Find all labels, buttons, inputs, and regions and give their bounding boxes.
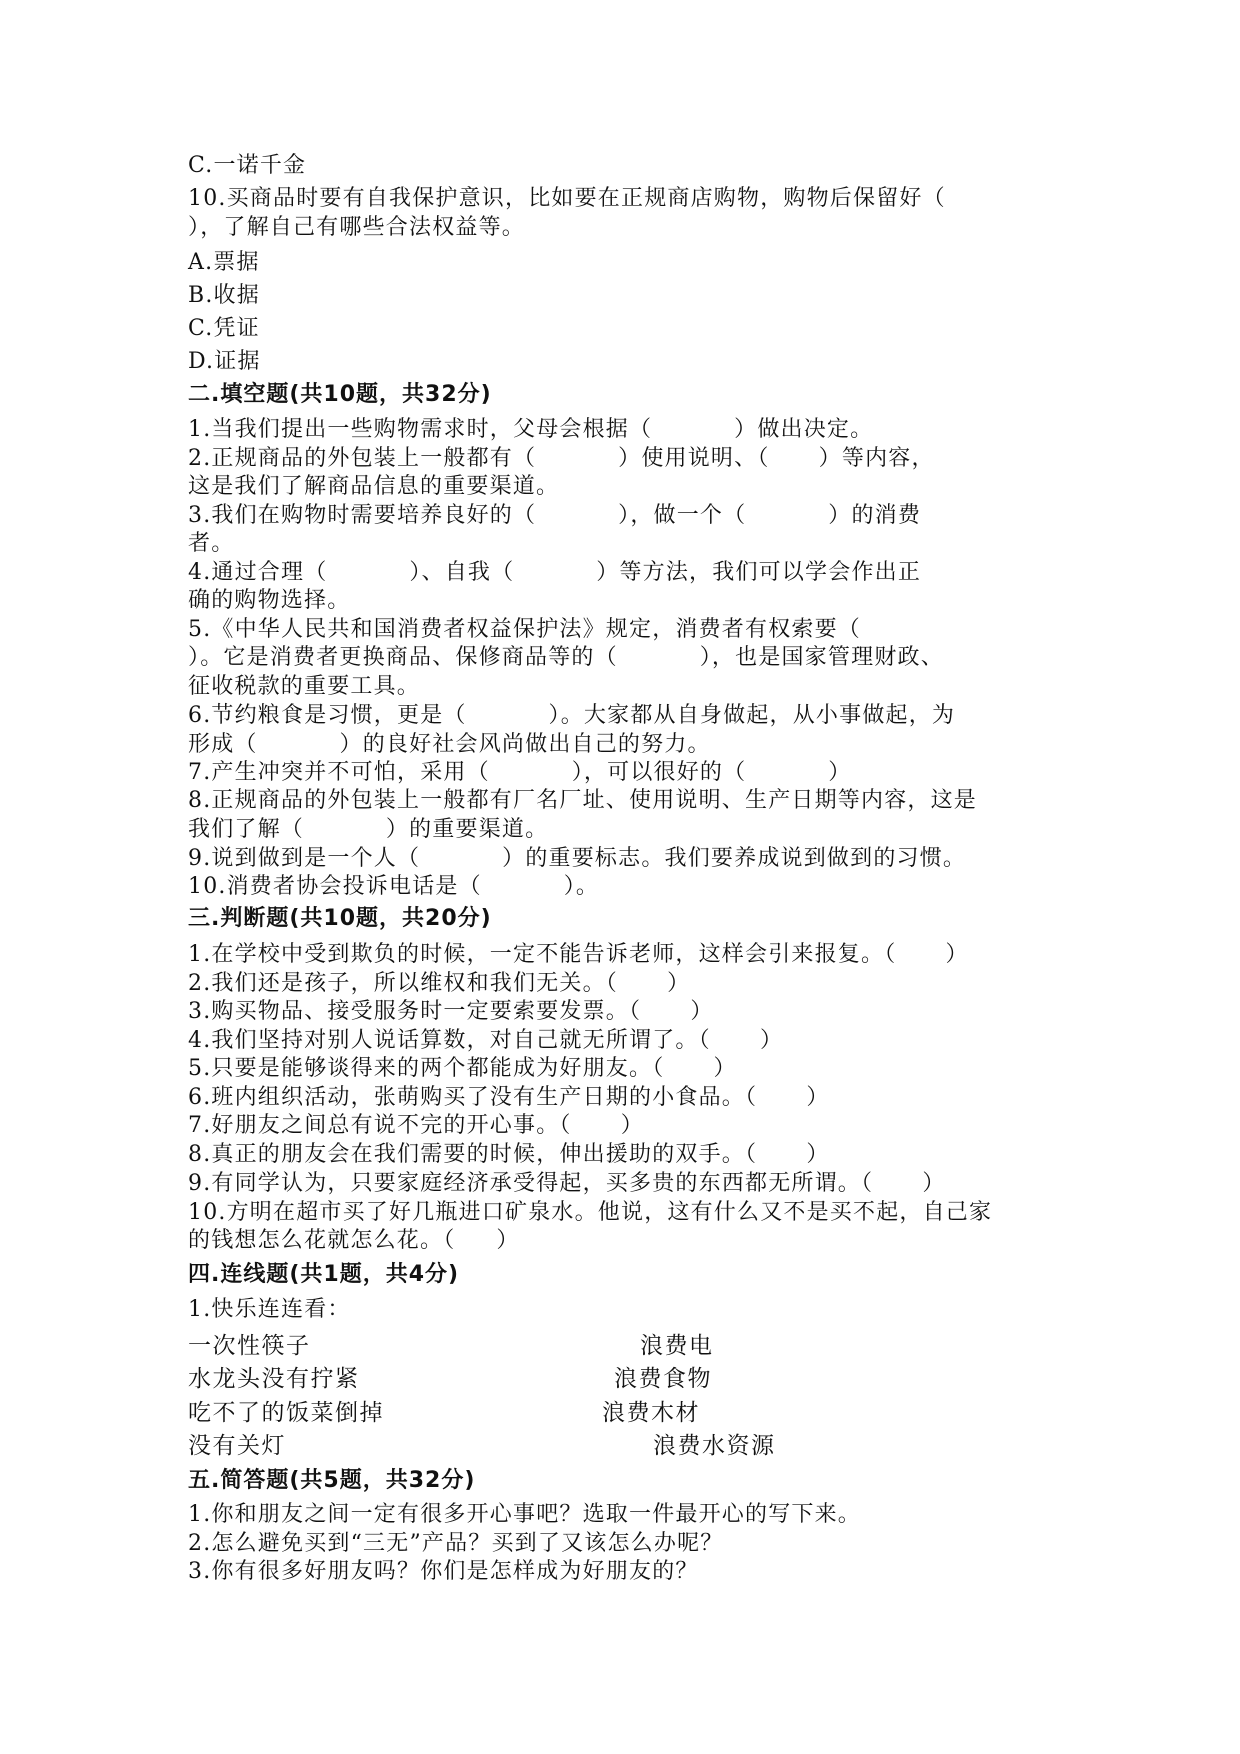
question-line: 征收税款的重要工具。 — [188, 674, 421, 699]
question-line: 10.方明在超市买了好几瓶进口矿泉水。他说，这有什么又不是买不起，自己家 — [188, 1200, 993, 1225]
question-line: 确的购物选择。 — [188, 588, 351, 613]
section-heading-true-false: 三.判断题(共10题，共20分) — [188, 906, 492, 931]
question-line: 者。 — [188, 531, 235, 556]
question-line: 7.好朋友之间总有说不完的开心事。（ ） — [188, 1113, 644, 1138]
matching-right-item: 浪费电 — [640, 1333, 714, 1359]
question-line: 1.当我们提出一些购物需求时，父母会根据（ ）做出决定。 — [188, 417, 874, 442]
question-line: 1.快乐连连看： — [188, 1297, 351, 1322]
question-line: 3.我们在购物时需要培养良好的（ ），做一个（ ）的消费 — [188, 503, 922, 528]
option-line: C.凭证 — [188, 316, 260, 341]
question-line: 3.你有很多好朋友吗？你们是怎样成为好朋友的？ — [188, 1559, 699, 1584]
question-line: 8.真正的朋友会在我们需要的时候，伸出援助的双手。（ ） — [188, 1142, 830, 1167]
question-line: 7.产生冲突并不可怕，采用（ ），可以很好的（ ） — [188, 760, 852, 785]
matching-left-item: 没有关灯 — [188, 1433, 286, 1459]
option-line: B.收据 — [188, 283, 260, 308]
matching-right-item: 浪费食物 — [614, 1366, 712, 1392]
section-heading-short-answer: 五.简答题(共5题，共32分) — [188, 1468, 476, 1493]
question-line: 4.通过合理（ ）、自我（ ）等方法，我们可以学会作出正 — [188, 560, 922, 585]
matching-left-item: 吃不了的饭菜倒掉 — [188, 1400, 384, 1426]
question-line: 4.我们坚持对别人说话算数，对自己就无所谓了。（ ） — [188, 1028, 784, 1053]
section-heading-matching: 四.连线题(共1题，共4分) — [188, 1262, 460, 1287]
matching-left-item: 水龙头没有拧紧 — [188, 1366, 360, 1392]
question-line: 5.只要是能够谈得来的两个都能成为好朋友。（ ） — [188, 1056, 737, 1081]
question-line: 10.买商品时要有自我保护意识，比如要在正规商店购物，购物后保留好（ — [188, 186, 946, 211]
question-line: 9.说到做到是一个人（ ）的重要标志。我们要养成说到做到的习惯。 — [188, 846, 967, 871]
question-line: 6.班内组织活动，张萌购买了没有生产日期的小食品。（ ） — [188, 1085, 830, 1110]
question-line: 1.你和朋友之间一定有很多开心事吧？选取一件最开心的写下来。 — [188, 1502, 861, 1527]
question-line: 我们了解（ ）的重要渠道。 — [188, 817, 549, 842]
question-line: 2.怎么避免买到“三无”产品？买到了又该怎么办呢？ — [188, 1531, 724, 1556]
section-heading-fill-blank: 二.填空题(共10题，共32分) — [188, 382, 492, 407]
question-line: 6.节约粮食是习惯，更是（ ）。大家都从自身做起，从小事做起，为 — [188, 703, 956, 728]
option-line: C.一诺千金 — [188, 153, 307, 178]
question-line: 1.在学校中受到欺负的时候，一定不能告诉老师，这样会引来报复。（ ） — [188, 942, 969, 967]
question-line: 形成（ ）的良好社会风尚做出自己的努力。 — [188, 732, 711, 757]
question-line: 的钱想怎么花就怎么花。（ ） — [188, 1228, 520, 1253]
question-line: 8.正规商品的外包装上一般都有厂名厂址、使用说明、生产日期等内容，这是 — [188, 788, 977, 813]
question-line: 9.有同学认为，只要家庭经济承受得起，买多贵的东西都无所谓。（ ） — [188, 1171, 946, 1196]
matching-right-item: 浪费木材 — [602, 1400, 700, 1426]
question-line: 5.《中华人民共和国消费者权益保护法》规定，消费者有权索要（ — [188, 617, 861, 642]
option-line: A.票据 — [188, 250, 260, 275]
question-line: 10.消费者协会投诉电话是（ ）。 — [188, 874, 600, 899]
question-line: 这是我们了解商品信息的重要渠道。 — [188, 474, 560, 499]
option-line: D.证据 — [188, 349, 261, 374]
question-line: 2.正规商品的外包装上一般都有（ ）使用说明、（ ）等内容， — [188, 446, 935, 471]
question-line: ），了解自己有哪些合法权益等。 — [188, 215, 526, 240]
question-line: ）。它是消费者更换商品、保修商品等的（ ），也是国家管理财政、 — [188, 645, 944, 670]
question-line: 2.我们还是孩子，所以维权和我们无关。（ ） — [188, 971, 691, 996]
question-line: 3.购买物品、接受服务时一定要索要发票。（ ） — [188, 999, 714, 1024]
matching-left-item: 一次性筷子 — [188, 1333, 311, 1359]
matching-right-item: 浪费水资源 — [653, 1433, 776, 1459]
